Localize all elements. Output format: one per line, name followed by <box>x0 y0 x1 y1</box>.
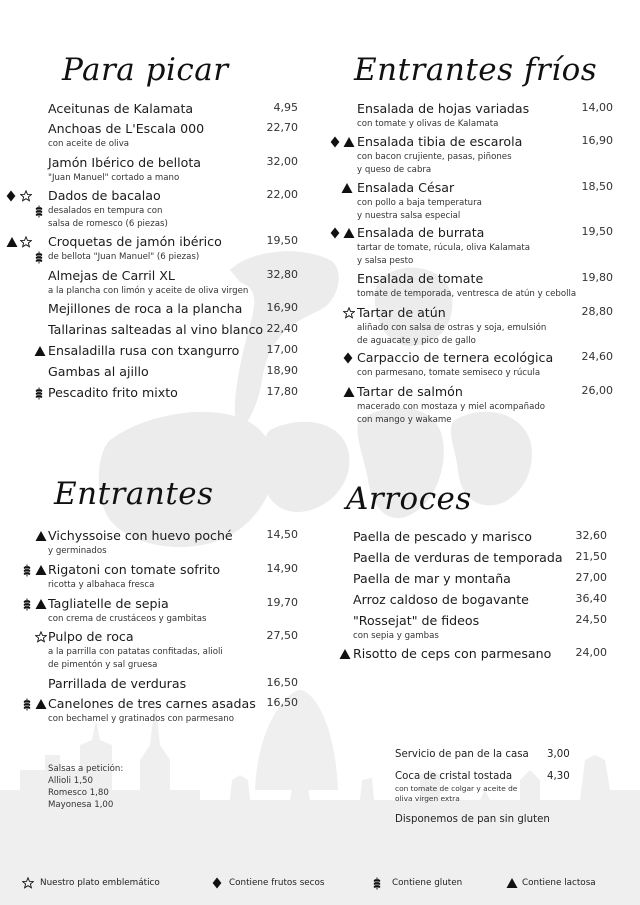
menu-item-price: 21,50 <box>575 550 607 563</box>
menu-item-price: 24,50 <box>575 613 607 626</box>
star-icon <box>343 307 355 319</box>
menu-item-name: Jamón Ibérico de bellota <box>48 155 202 170</box>
menu-item-name: Mejillones de roca a la plancha <box>48 301 243 316</box>
lactose-triangle-icon <box>35 598 47 610</box>
menu-item-description: desalados en tempura con <box>48 206 163 216</box>
menu-item-description: macerado con mostaza y miel acompañado <box>357 402 546 412</box>
menu-item-description: y germinados <box>48 546 107 556</box>
lactose-triangle-icon <box>6 236 18 248</box>
lactose-triangle-icon <box>343 227 355 239</box>
extra-coca-name: Coca de cristal tostada <box>395 771 513 782</box>
menu-item-name: Canelones de tres carnes asadas <box>48 696 256 711</box>
section-title-entrantes-frios: Entrantes fríos <box>354 52 598 88</box>
gluten-free-note: Disponemos de pan sin gluten <box>395 814 550 825</box>
menu-item-price: 17,80 <box>266 385 298 398</box>
menu-item-description: y nuestra salsa especial <box>357 211 461 221</box>
menu-item-description: con bacon crujiente, pasas, piñones <box>357 152 512 162</box>
menu-item-description: a la plancha con limón y aceite de oliva virgen <box>48 286 249 296</box>
menu-item-name: Ensalada de burrata <box>357 225 485 240</box>
menu-item-price: 19,70 <box>266 596 298 609</box>
menu-item-name: Parrillada de verduras <box>48 676 187 691</box>
menu-item-price: 16,50 <box>266 696 298 709</box>
menu-item-name: Aceitunas de Kalamata <box>48 101 194 116</box>
menu-item-price: 27,00 <box>575 571 607 584</box>
menu-item-name: Carpaccio de ternera ecológica <box>357 350 554 365</box>
wheat-icon <box>22 598 32 611</box>
star-icon <box>20 236 32 248</box>
salsa-mayonesa: Mayonesa 1,00 <box>48 800 114 810</box>
lactose-triangle-icon <box>343 386 355 398</box>
menu-item-name: Arroz caldoso de bogavante <box>353 592 529 607</box>
star-icon <box>35 631 47 643</box>
legend-lactose-triangle-icon <box>506 877 518 889</box>
menu-item-name: "Rossejat" de fideos <box>353 613 480 628</box>
menu-item-price: 28,80 <box>581 305 613 318</box>
menu-item-price: 36,40 <box>575 592 607 605</box>
menu-item-description: con pollo a baja temperatura <box>357 198 482 208</box>
menu-item-description: a la parrilla con patatas confitadas, alioli <box>48 647 223 657</box>
menu-item-name: Pulpo de roca <box>48 629 134 644</box>
nut-icon <box>330 136 340 148</box>
menu-item-price: 4,95 <box>273 101 298 114</box>
menu-item-name: Ensalada César <box>357 180 455 195</box>
menu-item-name: Rigatoni con tomate sofrito <box>48 562 221 577</box>
section-title-arroces: Arroces <box>346 481 472 517</box>
menu-item-price: 22,70 <box>266 121 298 134</box>
menu-item-price: 19,80 <box>581 271 613 284</box>
extra-coca-price: 4,30 <box>547 771 570 782</box>
menu-item-name: Tartar de salmón <box>357 384 463 399</box>
section-title-para-picar: Para picar <box>62 52 229 88</box>
salsa-romesco: Romesco 1,80 <box>48 788 109 798</box>
menu-item-price: 19,50 <box>266 234 298 247</box>
menu-item-price: 24,60 <box>581 350 613 363</box>
menu-item-price: 27,50 <box>266 629 298 642</box>
menu-item-price: 26,00 <box>581 384 613 397</box>
menu-item-description: salsa de romesco (6 piezas) <box>48 219 168 229</box>
menu-item-description: tartar de tomate, rúcula, oliva Kalamata <box>357 243 530 253</box>
menu-item-name: Gambas al ajillo <box>48 364 149 379</box>
lactose-triangle-icon <box>343 136 355 148</box>
lactose-triangle-icon <box>35 698 47 710</box>
menu-item-price: 22,00 <box>266 188 298 201</box>
lactose-triangle-icon <box>341 182 353 194</box>
menu-item-name: Tartar de atún <box>357 305 446 320</box>
lactose-triangle-icon <box>339 648 351 660</box>
menu-item-description: "Juan Manuel" cortado a mano <box>48 173 180 183</box>
menu-item-price: 18,90 <box>266 364 298 377</box>
wheat-icon <box>22 698 32 711</box>
menu-item-price: 14,00 <box>581 101 613 114</box>
nut-icon <box>343 352 353 364</box>
menu-item-description: de bellota "Juan Manuel" (6 piezas) <box>48 252 200 262</box>
menu-item-description: con aceite de oliva <box>48 139 130 149</box>
extra-coca-desc-2: oliva virgen extra <box>395 794 460 803</box>
extra-pan-price: 3,00 <box>547 749 570 760</box>
menu-item-name: Paella de mar y montaña <box>353 571 511 586</box>
legend-label: Nuestro plato emblemático <box>40 878 160 888</box>
menu-item-description: con bechamel y gratinados con parmesano <box>48 714 234 724</box>
menu-item-name: Dados de bacalao <box>48 188 161 203</box>
menu-item-description: de aguacate y pico de gallo <box>357 336 476 346</box>
menu-item-name: Ensaladilla rusa con txangurro <box>48 343 240 358</box>
menu-item-price: 16,90 <box>581 134 613 147</box>
section-title-entrantes: Entrantes <box>54 476 214 512</box>
menu-item-description: con mango y wakame <box>357 415 452 425</box>
menu-item-name: Ensalada de hojas variadas <box>357 101 530 116</box>
menu-item-name: Anchoas de L'Escala 000 <box>48 121 205 136</box>
legend-star-icon <box>22 877 34 889</box>
wheat-icon <box>22 564 32 577</box>
menu-item-price: 16,50 <box>266 676 298 689</box>
menu-item-description: tomate de temporada, ventresca de atún y cebolla <box>357 289 577 299</box>
wheat-icon <box>34 205 44 218</box>
menu-item-price: 32,00 <box>266 155 298 168</box>
menu-item-price: 14,50 <box>266 528 298 541</box>
legend-label: Contiene lactosa <box>522 878 596 888</box>
menu-item-price: 17,00 <box>266 343 298 356</box>
menu-item-description: y queso de cabra <box>357 165 432 175</box>
extra-coca-desc-1: con tomate de colgar y aceite de <box>395 784 518 793</box>
lactose-triangle-icon <box>35 564 47 576</box>
menu-item-name: Ensalada tibia de escarola <box>357 134 523 149</box>
menu-item-name: Tallarinas salteadas al vino blanco <box>48 322 264 337</box>
menu-item-price: 22,40 <box>266 322 298 335</box>
legend-wheat-icon <box>372 877 382 890</box>
nut-icon <box>6 190 16 202</box>
menu-item-name: Risotto de ceps con parmesano <box>353 646 552 661</box>
legend-label: Contiene gluten <box>392 878 463 888</box>
lactose-triangle-icon <box>35 530 47 542</box>
menu-item-name: Paella de pescado y marisco <box>353 529 532 544</box>
star-icon <box>20 190 32 202</box>
menu-item-price: 16,90 <box>266 301 298 314</box>
menu-item-name: Croquetas de jamón ibérico <box>48 234 222 249</box>
menu-item-name: Vichyssoise con huevo poché <box>48 528 233 543</box>
menu-item-price: 24,00 <box>575 646 607 659</box>
legend-label: Contiene frutos secos <box>229 878 325 888</box>
salsas-heading: Salsas a petición: <box>48 764 124 774</box>
menu-item-name: Paella de verduras de temporada <box>353 550 563 565</box>
menu-item-price: 19,50 <box>581 225 613 238</box>
menu-item-name: Pescadito frito mixto <box>48 385 178 400</box>
menu-item-description: de pimentón y sal gruesa <box>48 660 158 670</box>
menu-item-name: Ensalada de tomate <box>357 271 484 286</box>
menu-item-description: con parmesano, tomate semiseco y rúcula <box>357 368 541 378</box>
menu-item-name: Almejas de Carril XL <box>48 268 175 283</box>
salsa-allioli: Allioli 1,50 <box>48 776 93 786</box>
menu-item-description: con tomate y olivas de Kalamata <box>357 119 499 129</box>
menu-item-price: 18,50 <box>581 180 613 193</box>
menu-item-price: 32,60 <box>575 529 607 542</box>
menu-item-description: con sepia y gambas <box>353 631 439 641</box>
legend-nut-icon <box>212 877 222 889</box>
lactose-triangle-icon <box>34 345 46 357</box>
menu-item-description: y salsa pesto <box>357 256 414 266</box>
menu-item-price: 14,90 <box>266 562 298 575</box>
menu-item-description: aliñado con salsa de ostras y soja, emulsión <box>357 323 547 333</box>
menu-item-description: con crema de crustáceos y gambitas <box>48 614 207 624</box>
menu-item-name: Tagliatelle de sepia <box>48 596 169 611</box>
menu-item-price: 32,80 <box>266 268 298 281</box>
extra-pan-name: Servicio de pan de la casa <box>395 749 529 760</box>
nut-icon <box>330 227 340 239</box>
wheat-icon <box>34 251 44 264</box>
wheat-icon <box>34 387 44 400</box>
menu-item-description: ricotta y albahaca fresca <box>48 580 155 590</box>
